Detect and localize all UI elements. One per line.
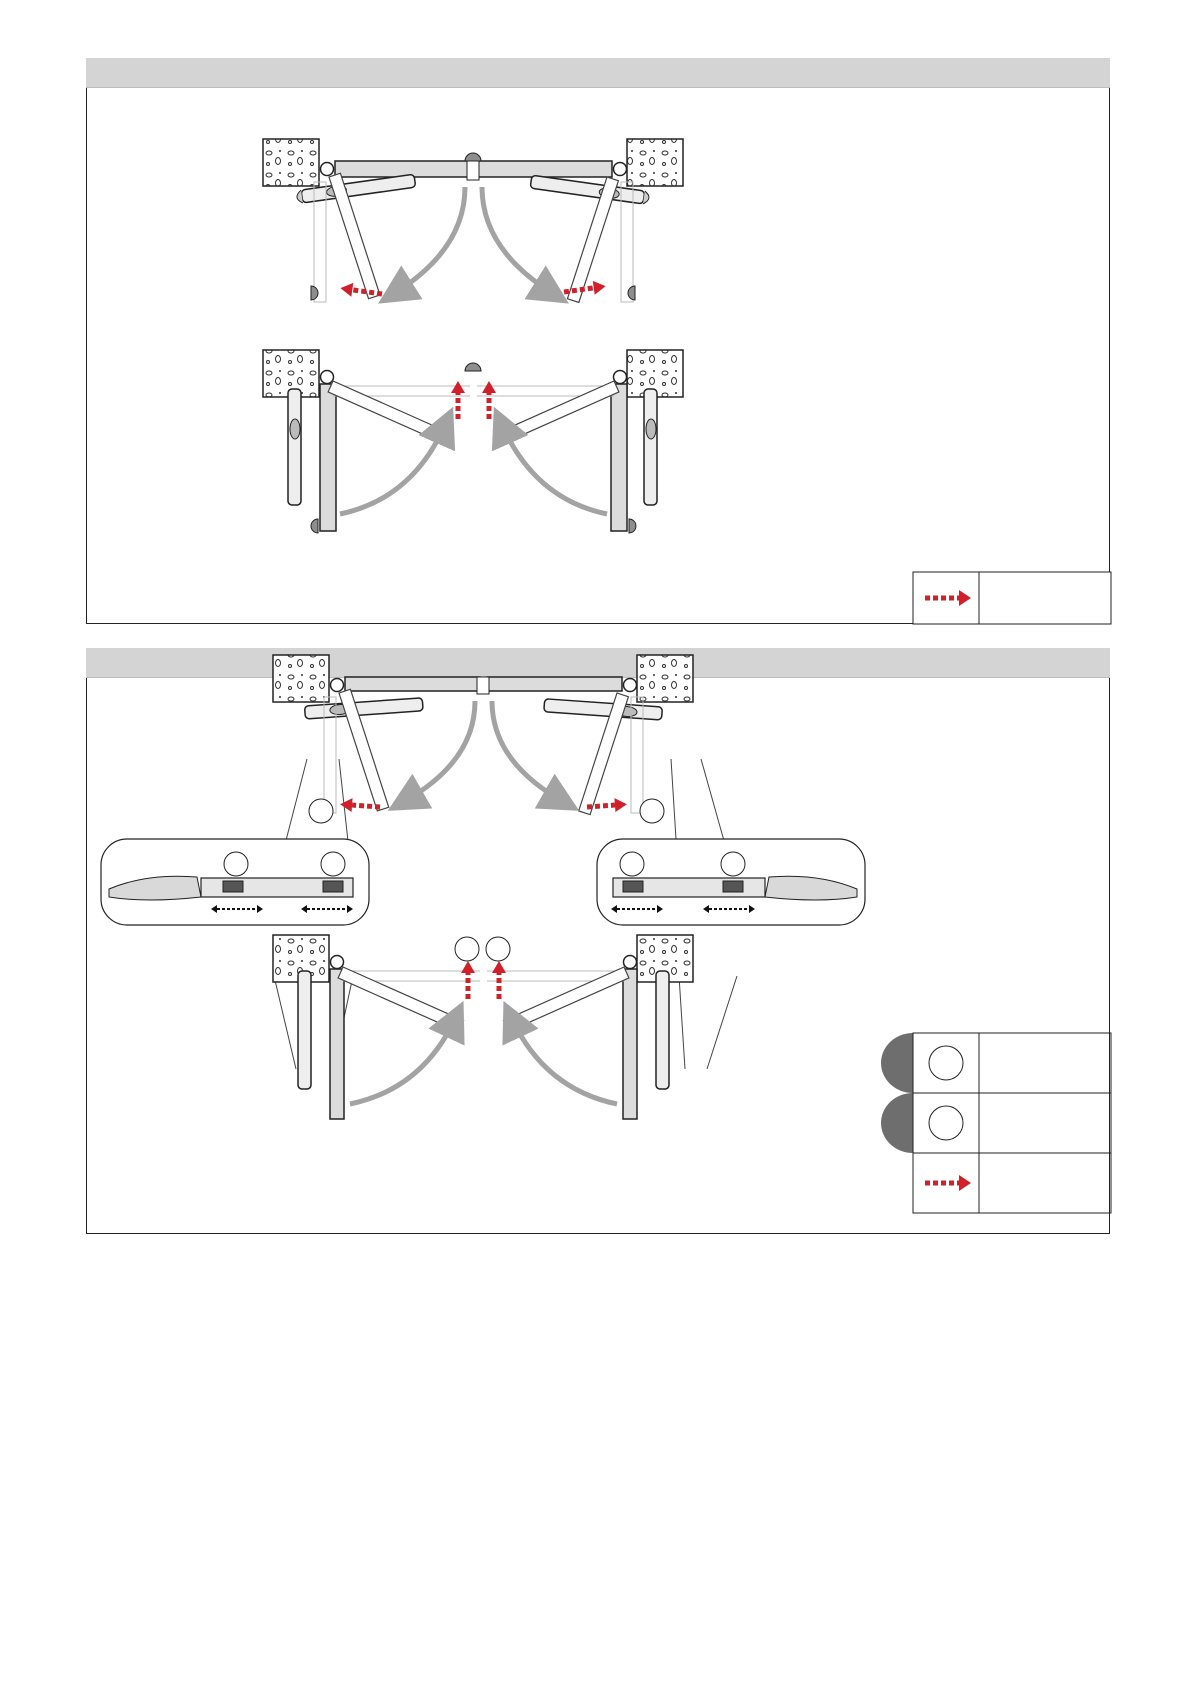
numbered-circle-icon <box>929 1106 963 1140</box>
numbered-circle-icon <box>486 937 510 961</box>
numbered-circle-icon <box>455 937 479 961</box>
gate-diagram-bottom <box>87 649 1111 1235</box>
red-dashed-arrow-up-left <box>451 381 465 419</box>
swing-arrow-left <box>395 187 465 293</box>
right-gate-leaf <box>477 161 612 177</box>
gate-closing-view <box>263 350 683 533</box>
left-open-leaf <box>320 384 336 531</box>
left-hinge <box>321 163 334 176</box>
legend-bottom <box>881 1033 1111 1213</box>
gate-closing-view <box>273 935 693 1119</box>
right-open-leaf <box>611 384 627 531</box>
numbered-circle-icon <box>929 1046 963 1080</box>
detail-magnifier-right <box>597 839 865 925</box>
swing-arrow-left <box>340 425 445 514</box>
legend-top <box>913 572 1111 624</box>
red-dashed-arrow-up-right <box>482 381 496 419</box>
ground-stop-right <box>628 286 635 300</box>
right-pillar <box>627 139 683 186</box>
diagram-panel-top <box>86 58 1110 624</box>
right-hinge <box>614 163 627 176</box>
numbered-circle-icon <box>640 799 664 823</box>
center-stop <box>465 153 481 161</box>
gate-opening-view <box>273 655 693 823</box>
detail-magnifier-left <box>101 839 369 925</box>
ground-stop-left <box>311 286 318 300</box>
gate-opening-view <box>263 139 683 302</box>
red-dashed-arrow-icon <box>925 1175 971 1191</box>
swing-arrow-right <box>482 187 552 293</box>
numbered-circle-icon <box>309 799 333 823</box>
swing-arrow-right <box>502 425 607 514</box>
gate-diagram-top <box>87 59 1111 625</box>
left-gate-leaf <box>335 161 470 177</box>
diagram-panel-bottom <box>86 648 1110 1234</box>
left-pillar <box>263 139 319 186</box>
